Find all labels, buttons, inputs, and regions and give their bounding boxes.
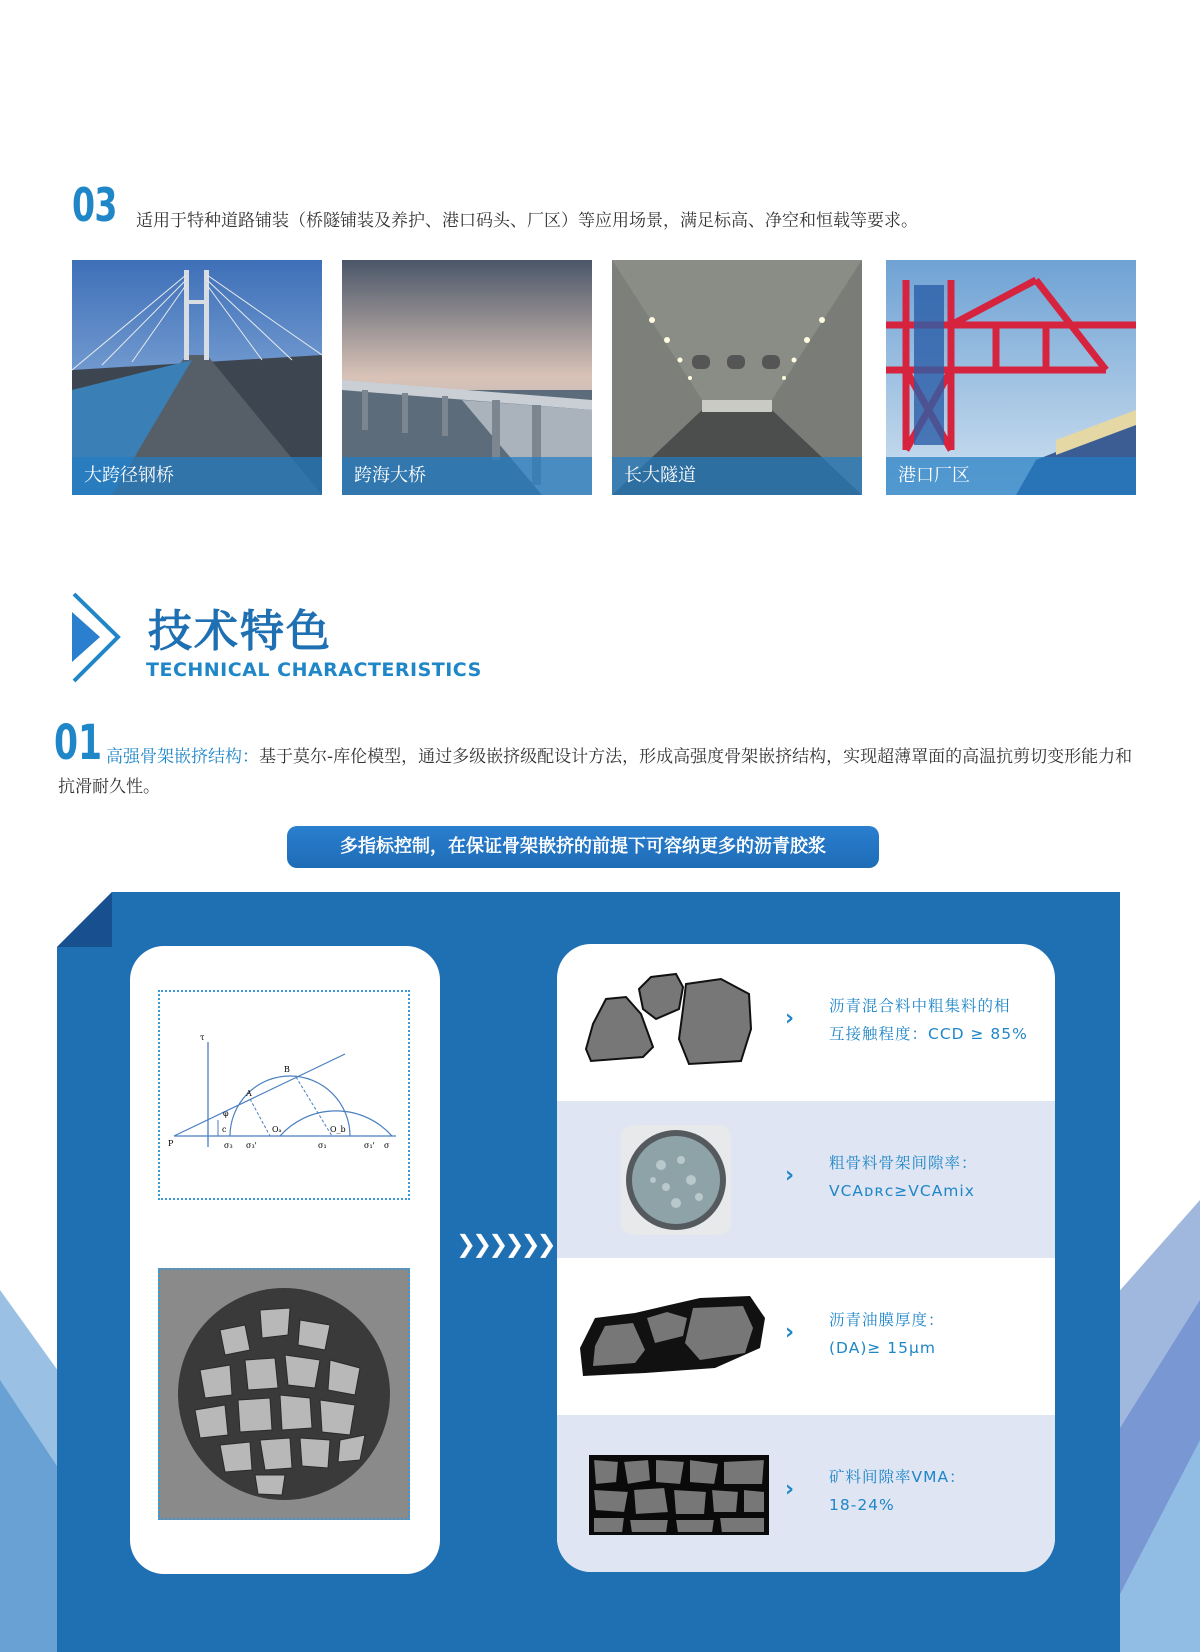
panel-corner-fold [57, 892, 113, 948]
chevron-right-icon: › [785, 1006, 795, 1031]
photo-sea-bridge [342, 260, 592, 495]
sigma-label: σ [384, 1141, 390, 1150]
section-01-keyword: 高强骨架嵌挤结构： [106, 747, 259, 767]
banner-pill: 多指标控制，在保证骨架嵌挤的前提下可容纳更多的沥青胶浆 [287, 826, 879, 868]
photo-caption: 长大隧道 [612, 457, 862, 495]
indicator-text: 沥青混合料中粗集料的相 互接触程度：CCD ≥ 85% [829, 997, 1028, 1043]
aggregate-contact-image [581, 969, 771, 1069]
chevron-right-icon: › [785, 1477, 795, 1502]
photo-port [886, 260, 1136, 495]
section-03-number: 03 [72, 178, 117, 232]
indicator-row-ccd [557, 944, 1055, 1101]
photo-caption: 港口厂区 [886, 457, 1136, 495]
a-label: A [246, 1089, 252, 1098]
indicator-text: 矿料间隙率VMA： 18-24% [829, 1468, 966, 1514]
photo-caption: 跨海大桥 [342, 457, 592, 495]
c-label: c [222, 1125, 227, 1134]
oa-label: Oₐ [272, 1125, 282, 1134]
section-01-body: 基于莫尔-库伦模型，通过多级嵌挤级配设计方法，形成高强度骨架嵌挤结构，实现超薄罩面的高温抗剪切变形能力和抗滑耐久性。 [58, 747, 1133, 797]
p-label: P [168, 1139, 174, 1148]
indicator-text: 沥青油膜厚度： (DA)≥ 15μm [829, 1311, 945, 1357]
mineral-gap-image [589, 1455, 769, 1535]
photo-tunnel [612, 260, 862, 495]
mohr-coulomb-diagram [158, 990, 410, 1200]
sigma1-label: σ₁ [318, 1141, 327, 1150]
chevron-right-icon: › [785, 1163, 795, 1188]
section-01-number: 01 [54, 715, 103, 771]
section-01-text [58, 742, 1138, 802]
tau-label: τ [200, 1033, 205, 1042]
phi-label: φ [223, 1109, 229, 1118]
photo-caption: 大跨径钢桥 [72, 457, 322, 495]
chevron-right-icon: › [785, 1320, 795, 1345]
sigma3-label: σ₃ [224, 1141, 233, 1150]
sigma1p-label: σ₁' [364, 1141, 375, 1150]
sigma3p-label: σ₃' [246, 1141, 257, 1150]
chevron-icon [70, 590, 125, 685]
indicator-text: 粗骨料骨架间隙率： VCAᴅʀᴄ≥VCAmix [829, 1154, 978, 1200]
asphalt-film-image [575, 1288, 775, 1388]
specimen-image [621, 1125, 731, 1235]
right-card [557, 944, 1055, 1572]
indicator-row-da [557, 1258, 1055, 1415]
ob-label: O_b [330, 1125, 346, 1134]
section-03-text: 适用于特种道路铺装（桥隧铺装及养护、港口码头、厂区）等应用场景，满足标高、净空和恒载等要求。 [136, 211, 918, 231]
ct-scan-image [158, 1268, 410, 1520]
section-title: 技术特色 [148, 606, 332, 657]
indicator-row-vma [557, 1415, 1055, 1572]
photo-steel-bridge [72, 260, 322, 495]
section-subtitle: TECHNICAL CHARACTERISTICS [146, 659, 482, 681]
indicator-row-vca [557, 1101, 1055, 1258]
right-arrows: ❯❯❯❯❯❯ [456, 1230, 553, 1258]
b-label: B [284, 1065, 290, 1074]
